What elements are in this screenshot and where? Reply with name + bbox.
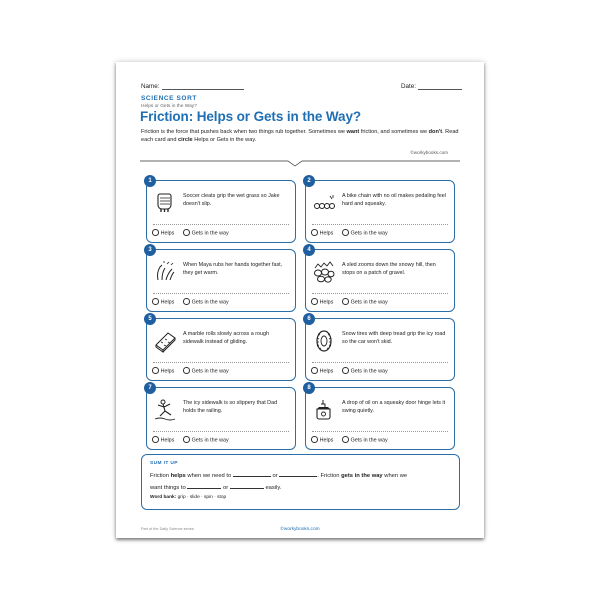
option-gets-in-the-way[interactable]: Gets in the way: [183, 229, 229, 237]
radio-circle[interactable]: [152, 367, 159, 374]
radio-circle[interactable]: [311, 298, 318, 305]
option-gets-in-the-way[interactable]: Gets in the way: [342, 229, 388, 237]
dotted-rule: [312, 431, 448, 432]
option-gets-in-the-way[interactable]: Gets in the way: [183, 367, 229, 375]
card-2: [305, 180, 455, 243]
subtitle: Helps or Gets in the Way?: [141, 104, 197, 109]
slip-icon: [153, 398, 177, 422]
card-number: 2: [303, 175, 315, 187]
card-number: 8: [303, 382, 315, 394]
card-number: 3: [144, 244, 156, 256]
dotted-rule: [153, 224, 289, 225]
date-label: Date:: [401, 83, 417, 90]
option-gets-in-the-way[interactable]: Gets in the way: [342, 298, 388, 306]
card-text: A sled zooms down the snowy hill, then stops on a patch of gravel.: [342, 262, 436, 276]
card-text: A drop of oil on a squeaky door hinge lets it swing quietly.: [342, 400, 446, 414]
card-number: 1: [144, 175, 156, 187]
card-number: 4: [303, 244, 315, 256]
card-text: Snow tires with deep tread grip the icy road so the car won't skid.: [342, 331, 446, 345]
option-gets-in-the-way[interactable]: Gets in the way: [183, 436, 229, 444]
option-helps[interactable]: Helps: [152, 436, 174, 444]
radio-circle[interactable]: [183, 229, 190, 236]
radio-circle[interactable]: [183, 298, 190, 305]
option-gets-in-the-way[interactable]: Gets in the way: [342, 367, 388, 375]
option-helps[interactable]: Helps: [152, 298, 174, 306]
option-helps[interactable]: Helps: [311, 298, 333, 306]
radio-circle[interactable]: [152, 229, 159, 236]
radio-circle[interactable]: [152, 436, 159, 443]
radio-circle[interactable]: [183, 367, 190, 374]
radio-circle[interactable]: [152, 298, 159, 305]
hands-icon: [153, 260, 177, 284]
option-gets-in-the-way[interactable]: Gets in the way: [342, 436, 388, 444]
card-text: Soccer cleats grip the wet grass so Jake doesn't slip.: [183, 193, 280, 207]
card-text: A marble rolls slowly across a rough sidewalk instead of gliding.: [183, 331, 269, 345]
card-text: A bike chain with no oil makes pedaling feel hard and squeaky.: [342, 193, 446, 207]
card-3: [146, 249, 296, 312]
radio-circle[interactable]: [342, 436, 349, 443]
option-gets-in-the-way[interactable]: Gets in the way: [183, 298, 229, 306]
footer-site: ©workybooks.com: [280, 527, 320, 532]
dotted-rule: [153, 431, 289, 432]
section-divider: [140, 157, 460, 167]
dotted-rule: [312, 362, 448, 363]
sum-sentence-2: want things to or easily.: [150, 485, 282, 491]
worksheet: [116, 62, 484, 538]
card-8: [305, 387, 455, 450]
card-number: 6: [303, 313, 315, 325]
blank[interactable]: [233, 471, 271, 477]
date-line[interactable]: [418, 83, 462, 90]
radio-circle[interactable]: [311, 229, 318, 236]
date-field[interactable]: [401, 83, 462, 90]
radio-circle[interactable]: [183, 436, 190, 443]
card-1: [146, 180, 296, 243]
card-7: [146, 387, 296, 450]
option-helps[interactable]: Helps: [311, 229, 333, 237]
sum-sentence-1: Friction helps when we need to or . Friction gets in the way when we: [150, 473, 408, 479]
footer-series: Part of the Daily Science series: [141, 527, 194, 531]
tire-icon: [312, 329, 336, 353]
card-6: [305, 318, 455, 381]
option-helps[interactable]: Helps: [311, 367, 333, 375]
card-text: The icy sidewalk is so slippery that Dad holds the railing.: [183, 400, 278, 414]
cleat-icon: [153, 191, 177, 215]
dotted-rule: [312, 224, 448, 225]
option-helps[interactable]: Helps: [311, 436, 333, 444]
bike-chain-icon: [312, 191, 336, 215]
card-number: 7: [144, 382, 156, 394]
sum-it-up-box: [141, 454, 460, 510]
dotted-rule: [153, 293, 289, 294]
sidewalk-icon: [153, 329, 177, 353]
card-4: [305, 249, 455, 312]
radio-circle[interactable]: [311, 436, 318, 443]
radio-circle[interactable]: [342, 229, 349, 236]
name-field[interactable]: [141, 83, 244, 90]
blank[interactable]: [279, 471, 317, 477]
gravel-icon: [312, 260, 336, 284]
radio-circle[interactable]: [342, 367, 349, 374]
copyright: ©workybooks.com: [410, 150, 448, 155]
radio-circle[interactable]: [311, 367, 318, 374]
radio-circle[interactable]: [342, 298, 349, 305]
intro-paragraph: Friction is the force that pushes back when two things rub together. Sometimes we want friction, and sometimes we don't. Read each card and circle Helps or Gets in the way.: [141, 129, 459, 143]
blank[interactable]: [187, 483, 221, 489]
blank[interactable]: [230, 483, 264, 489]
dotted-rule: [153, 362, 289, 363]
page-title: Friction: Helps or Gets in the Way?: [140, 109, 362, 124]
word-bank: Word bank: grip · slide · spin · stop: [150, 495, 227, 500]
card-text: When Maya rubs her hands together fast, they get warm.: [183, 262, 283, 276]
option-helps[interactable]: Helps: [152, 367, 174, 375]
eyebrow-label: SCIENCE SORT: [141, 95, 197, 102]
oil-can-icon: [312, 398, 336, 422]
card-number: 5: [144, 313, 156, 325]
option-helps[interactable]: Helps: [152, 229, 174, 237]
name-line[interactable]: [162, 83, 244, 90]
name-label: Name:: [141, 83, 160, 90]
sum-heading: SUM IT UP: [150, 461, 178, 466]
card-5: [146, 318, 296, 381]
dotted-rule: [312, 293, 448, 294]
